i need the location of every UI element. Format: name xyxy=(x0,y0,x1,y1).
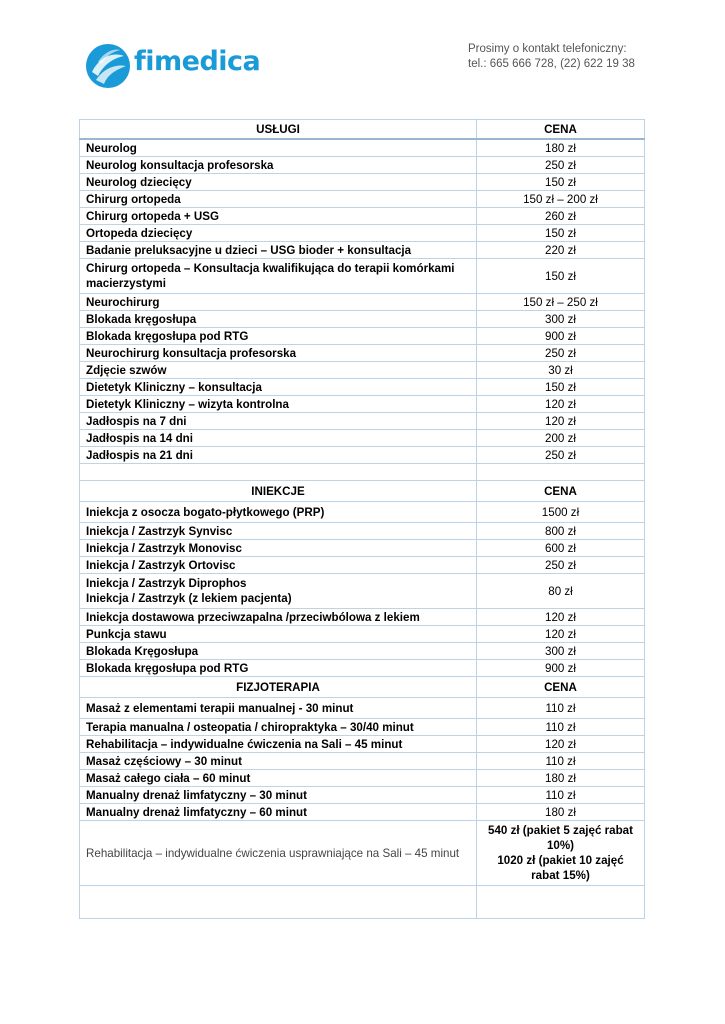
service-name-line-1: Iniekcja / Zastrzyk Diprophos xyxy=(86,577,247,590)
service-name: Rehabilitacja – indywidualne ćwiczenia usprawniające na Sali – 45 minut xyxy=(80,821,477,886)
service-name: Dietetyk Kliniczny – konsultacja xyxy=(80,379,477,396)
service-name: Chirurg ortopeda + USG xyxy=(80,208,477,225)
service-price: 900 zł xyxy=(477,328,645,345)
price-header: CENA xyxy=(477,481,645,502)
service-price: 110 zł xyxy=(477,753,645,770)
table-row xyxy=(80,736,645,753)
service-name: Badanie preluksacyjne u dzieci – USG bioder + konsultacja xyxy=(80,242,477,259)
service-name: Masaż z elementami terapii manualnej - 30 minut xyxy=(80,698,477,719)
service-price: 120 zł xyxy=(477,626,645,643)
service-price: 110 zł xyxy=(477,698,645,719)
service-price: 250 zł xyxy=(477,345,645,362)
service-name: Neurolog xyxy=(80,139,477,157)
table-row xyxy=(80,174,645,191)
service-name: Manualny drenaż limfatyczny – 30 minut xyxy=(80,787,477,804)
package-price-10: 1020 zł (pakiet 10 zajęć rabat 15%) xyxy=(497,854,624,882)
service-name: Chirurg ortopeda xyxy=(80,191,477,208)
service-price: 150 zł xyxy=(477,225,645,242)
service-price: 120 zł xyxy=(477,736,645,753)
service-name: Jadłospis na 14 dni xyxy=(80,430,477,447)
service-name: Ortopeda dziecięcy xyxy=(80,225,477,242)
table-row xyxy=(80,157,645,174)
service-price: 900 zł xyxy=(477,660,645,677)
service-price: 120 zł xyxy=(477,396,645,413)
table-row xyxy=(80,328,645,345)
contact-line-1: Prosimy o kontakt telefoniczny: xyxy=(468,43,627,55)
price-table xyxy=(79,119,645,919)
service-price: 150 zł xyxy=(477,174,645,191)
service-name: Neurolog konsultacja profesorska xyxy=(80,157,477,174)
table-row xyxy=(80,698,645,719)
table-row xyxy=(80,259,645,294)
fimedica-logo xyxy=(84,40,264,92)
service-name: Iniekcja dostawowa przeciwzapalna /przeciwbólowa z lekiem xyxy=(80,609,477,626)
service-price: 180 zł xyxy=(477,770,645,787)
table-row xyxy=(80,311,645,328)
service-price: 120 zł xyxy=(477,413,645,430)
service-name-line-2: Iniekcja / Zastrzyk (z lekiem pacjenta) xyxy=(86,592,292,605)
service-price: 300 zł xyxy=(477,311,645,328)
table-row xyxy=(80,139,645,157)
table-row xyxy=(80,719,645,736)
table-row xyxy=(80,643,645,660)
table-row xyxy=(80,447,645,464)
table-row xyxy=(80,523,645,540)
table-row xyxy=(80,191,645,208)
service-price: 180 zł xyxy=(477,139,645,157)
service-price: 110 zł xyxy=(477,719,645,736)
table-row xyxy=(80,753,645,770)
service-name: Iniekcja / Zastrzyk Monovisc xyxy=(80,540,477,557)
table-row xyxy=(80,609,645,626)
service-name: Terapia manualna / osteopatia / chiropraktyka – 30/40 minut xyxy=(80,719,477,736)
service-price: 250 zł xyxy=(477,157,645,174)
service-name: Neurolog dziecięcy xyxy=(80,174,477,191)
table-row xyxy=(80,821,645,886)
service-name: Iniekcja / Zastrzyk Synvisc xyxy=(80,523,477,540)
service-name: Blokada kręgosłupa pod RTG xyxy=(80,660,477,677)
table-row xyxy=(80,502,645,523)
service-price: 80 zł xyxy=(477,574,645,609)
service-price: 150 zł xyxy=(477,379,645,396)
service-price: 260 zł xyxy=(477,208,645,225)
logo-emblem-icon xyxy=(84,42,132,90)
service-price: 300 zł xyxy=(477,643,645,660)
section-header-iniekcje xyxy=(80,481,645,502)
service-price: 250 zł xyxy=(477,447,645,464)
price-header: CENA xyxy=(477,120,645,140)
table-row xyxy=(80,208,645,225)
service-price: 180 zł xyxy=(477,804,645,821)
table-row xyxy=(80,396,645,413)
table-row xyxy=(80,225,645,242)
table-row xyxy=(80,557,645,574)
service-name: Blokada Kręgosłupa xyxy=(80,643,477,660)
table-row xyxy=(80,626,645,643)
table-row xyxy=(80,574,645,609)
package-price-5: 540 zł (pakiet 5 zajęć rabat 10%) xyxy=(488,824,633,852)
service-name xyxy=(80,574,477,609)
empty-row xyxy=(80,886,645,919)
service-price: 30 zł xyxy=(477,362,645,379)
section-title: INIEKCJE xyxy=(80,481,477,502)
table-row xyxy=(80,362,645,379)
service-price: 1500 zł xyxy=(477,502,645,523)
service-name: Dietetyk Kliniczny – wizyta kontrolna xyxy=(80,396,477,413)
service-price: 600 zł xyxy=(477,540,645,557)
service-name: Punkcja stawu xyxy=(80,626,477,643)
service-price: 150 zł xyxy=(477,259,645,294)
service-name: Blokada kręgosłupa xyxy=(80,311,477,328)
table-row xyxy=(80,413,645,430)
service-name: Rehabilitacja – indywidualne ćwiczenia na Sali – 45 minut xyxy=(80,736,477,753)
service-price: 110 zł xyxy=(477,787,645,804)
table-row xyxy=(80,787,645,804)
service-name: Jadłospis na 21 dni xyxy=(80,447,477,464)
service-price: 150 zł – 250 zł xyxy=(477,294,645,311)
section-header-uslugi xyxy=(80,120,645,140)
table-row xyxy=(80,294,645,311)
contact-info xyxy=(468,42,635,72)
service-name: Masaż częściowy – 30 minut xyxy=(80,753,477,770)
table-row xyxy=(80,242,645,259)
section-title: USŁUGI xyxy=(80,120,477,140)
empty-row xyxy=(80,464,645,481)
service-price: 120 zł xyxy=(477,609,645,626)
table-row xyxy=(80,345,645,362)
service-name: Neurochirurg xyxy=(80,294,477,311)
table-row xyxy=(80,660,645,677)
service-price xyxy=(477,821,645,886)
service-name: Chirurg ortopeda – Konsultacja kwalifikująca do terapii komórkami macierzystymi xyxy=(80,259,477,294)
service-price: 220 zł xyxy=(477,242,645,259)
price-header: CENA xyxy=(477,677,645,698)
service-name: Manualny drenaż limfatyczny – 60 minut xyxy=(80,804,477,821)
service-price: 800 zł xyxy=(477,523,645,540)
service-price: 250 zł xyxy=(477,557,645,574)
table-row xyxy=(80,804,645,821)
service-name: Zdjęcie szwów xyxy=(80,362,477,379)
table-row xyxy=(80,770,645,787)
contact-phone: tel.: 665 666 728, (22) 622 19 38 xyxy=(468,58,635,70)
section-title: FIZJOTERAPIA xyxy=(80,677,477,698)
table-row xyxy=(80,430,645,447)
table-row xyxy=(80,379,645,396)
table-row xyxy=(80,540,645,557)
service-name: Masaż całego ciała – 60 minut xyxy=(80,770,477,787)
service-name: Iniekcja z osocza bogato-płytkowego (PRP) xyxy=(80,502,477,523)
service-name: Iniekcja / Zastrzyk Ortovisc xyxy=(80,557,477,574)
service-price: 150 zł – 200 zł xyxy=(477,191,645,208)
section-header-fizjoterapia xyxy=(80,677,645,698)
service-name: Blokada kręgosłupa pod RTG xyxy=(80,328,477,345)
service-price: 200 zł xyxy=(477,430,645,447)
logo-wordmark: fimedica xyxy=(134,46,261,77)
service-name: Jadłospis na 7 dni xyxy=(80,413,477,430)
service-name: Neurochirurg konsultacja profesorska xyxy=(80,345,477,362)
